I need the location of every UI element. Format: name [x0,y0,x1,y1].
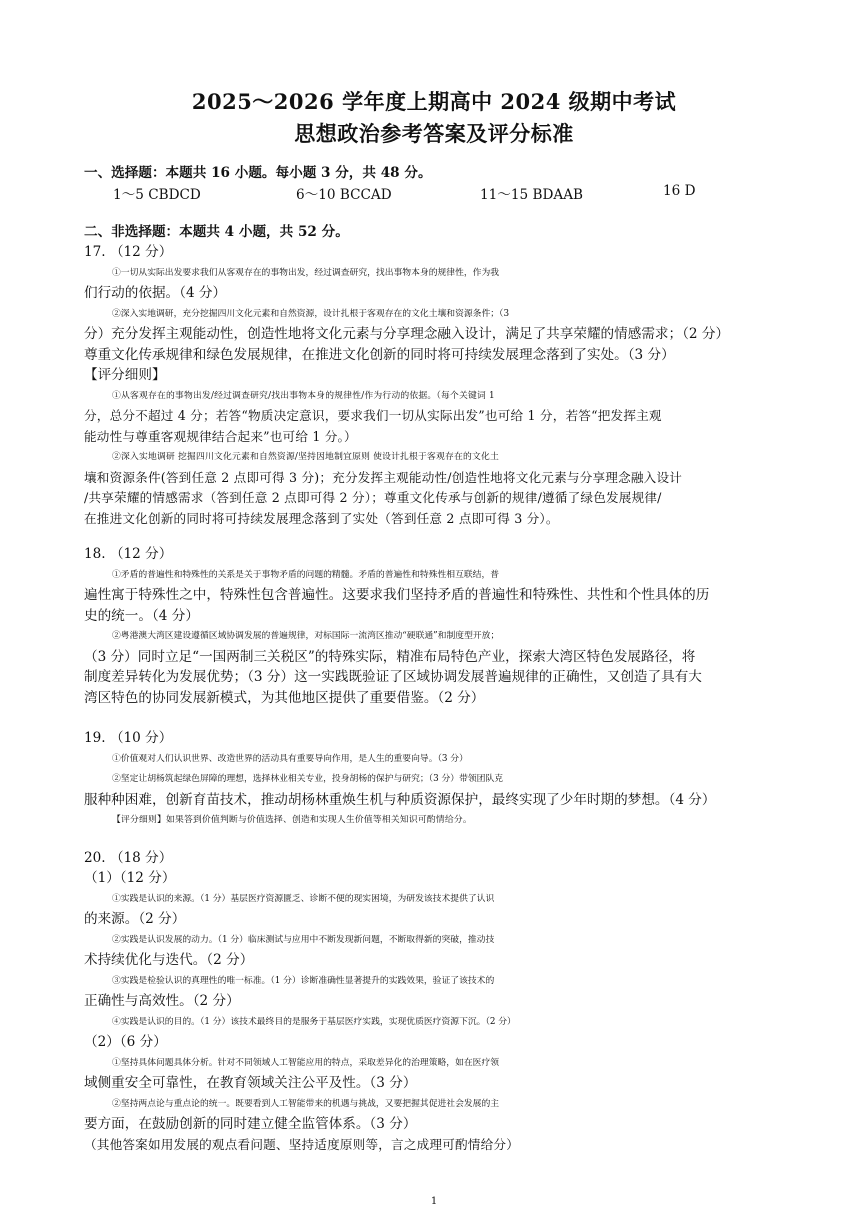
document-subtitle: 思想政治参考答案及评分标准 [294,121,574,146]
q17-rubric-line: 分，总分不超过 4 分；若答“物质决定意识，要求我们一切从实际出发”也可给 1 分，若答“把发挥主观 [84,408,662,423]
q18-line: 制度差异转化为发展优势；（3 分）这一实践既验证了区域协调发展普遍规律的正确性，又创造了具有大 [84,669,702,685]
q20-line: ①坚持具体问题具体分析。针对不同领域人工智能应用的特点，采取差异化的治理策略，如在医疗领 [112,1058,500,1068]
q17-rubric-line: 在推进文化创新的同时将可持续发展理念落到了实处（答到任意 2 点即可得 3 分）。 [84,511,559,526]
q18-line: 遍性寓于特殊性之中，特殊性包含普遍性。这要求我们坚持矛盾的普遍性和特殊性、共性和个性具体的历 [84,587,710,603]
q18-number: 18. （12 分） [84,546,173,562]
section1-heading: 一、选择题：本题共 16 小题。每小题 3 分，共 48 分。 [84,165,432,181]
q19-line: ②坚定让胡杨筑起绿色屏障的理想，选择林业相关专业，投身胡杨的保护与研究；（3 分）带领团队克 [112,774,504,784]
q20-line: ①实践是认识的来源。（1 分）基层医疗资源匮乏、诊断不便的现实困境，为研发该技术提供了认识 [112,894,495,904]
q17-rubric-line: ②深入实地调研 挖掘四川文化元素和自然资源/坚持因地制宜原则 使设计扎根于客观存在的文化土 [112,452,500,462]
q20-note: （其他答案如用发展的观点看问题、坚持适度原则等，言之成理可酌情给分） [84,1137,519,1152]
q18-line: 史的统一。（4 分） [84,608,199,624]
q19-number: 19. （10 分） [84,730,173,746]
q20-line: 的来源。（2 分） [84,911,186,927]
q19-line: 服种种困难，创新育苗技术，推动胡杨林重焕生机与种质资源保护，最终实现了少年时期的梦想。（4 分） [84,792,716,808]
q19-rubric: 【评分细则】如果答到价值判断与价值选择、创造和实现人生价值等相关知识可酌情给分。 [112,815,472,825]
q20-line: ③实践是检验认识的真理性的唯一标准。（1 分）诊断准确性显著提升的实践效果，验证了该技术的 [112,976,495,986]
q17-line: 尊重文化传承规律和绿色发展规律，在推进文化创新的同时将可持续发展理念落到了实处。（3 分） [84,347,675,363]
q20-sub-heading: （1）（12 分） [84,870,176,886]
section2-heading: 二、非选择题：本题共 4 小题，共 52 分。 [84,224,349,240]
page-number: 1 [430,1196,438,1207]
q17-rubric-line: 能动性与尊重客观规律结合起来”也可给 1 分。） [84,429,357,444]
q20-sub-heading: （2）（6 分） [84,1034,167,1050]
answer-group-3: 11～15 BDAAB [480,187,584,203]
answer-group-4: 16 D [663,183,696,199]
q17-rubric-line: 壤和资源条件(答到任意 2 点即可得 3 分)；充分发挥主观能动性/创造性地将文化元素与分享理念融入设计 [84,470,683,485]
q17-rubric-heading: 【评分细则】 [84,367,166,383]
q17-line: ①一切从实际出发要求我们从客观存在的事物出发，经过调查研究，找出事物本身的规律性，作为我 [112,268,500,278]
q17-rubric-line: /共享荣耀的情感需求（答到任意 2 点即可得 2 分）；尊重文化传承与创新的规律/遵循了绿色发展规律/ [84,490,662,505]
q18-line: ②粤港澳大湾区建设遵循区域协调发展的普遍规律，对标国际一流湾区推动“硬联通”和制度型开放； [112,631,500,641]
q18-line: 湾区特色的协同发展新模式，为其他地区提供了重要借鉴。（2 分） [84,690,485,706]
q20-line: 要方面，在鼓励创新的同时建立健全监管体系。（3 分） [84,1116,417,1132]
q17-line: ②深入实地调研，充分挖掘四川文化元素和自然资源，设计扎根于客观存在的文化土壤和资源条件；（3 [112,309,510,319]
document-title: 2025～2026 学年度上期高中 2024 级期中考试 [191,89,677,114]
q20-number: 20. （18 分） [84,850,173,866]
q17-number: 17. （12 分） [84,244,173,260]
q20-line: ②坚持两点论与重点论的统一。既要看到人工智能带来的机遇与挑战，又要把握其促进社会发展的主 [112,1099,500,1109]
q17-rubric-line: ①从客观存在的事物出发/经过调查研究/找出事物本身的规律性/作为行动的依据。（每个关键词 1 [112,391,495,401]
q20-line: 域侧重安全可靠性，在教育领域关注公平及性。（3 分） [84,1075,417,1091]
answer-group-2: 6～10 BCCAD [296,187,392,203]
answer-group-1: 1～5 CBDCD [113,187,201,203]
q18-line: （3 分）同时立足“一国两制三关税区”的特殊实际，精准布局特色产业，探索大湾区特色发展路径，将 [84,649,696,665]
q18-line: ①矛盾的普遍性和特殊性的关系是关于事物矛盾的问题的精髓。矛盾的普遍性和特殊性相互联结，普 [112,570,500,580]
q17-line: 们行动的依据。（4 分） [84,285,227,301]
q17-line: 分）充分发挥主观能动性，创造性地将文化元素与分享理念融入设计，满足了共享荣耀的情感需求；（2 分） [84,326,730,342]
q20-line: 术持续优化与迭代。（2 分） [84,952,254,968]
q20-line: ④实践是认识的目的。（1 分）该技术最终目的是服务于基层医疗实践，实现优质医疗资源下沉。（2 分） [112,1017,516,1027]
q19-line: ①价值观对人们认识世界、改造世界的活动具有重要导向作用，是人生的重要向导。（3 分） [112,754,468,764]
q20-line: 正确性与高效性。（2 分） [84,993,240,1009]
q20-line: ②实践是认识发展的动力。（1 分）临床测试与应用中不断发现新问题，不断取得新的突破，推动技 [112,935,495,945]
